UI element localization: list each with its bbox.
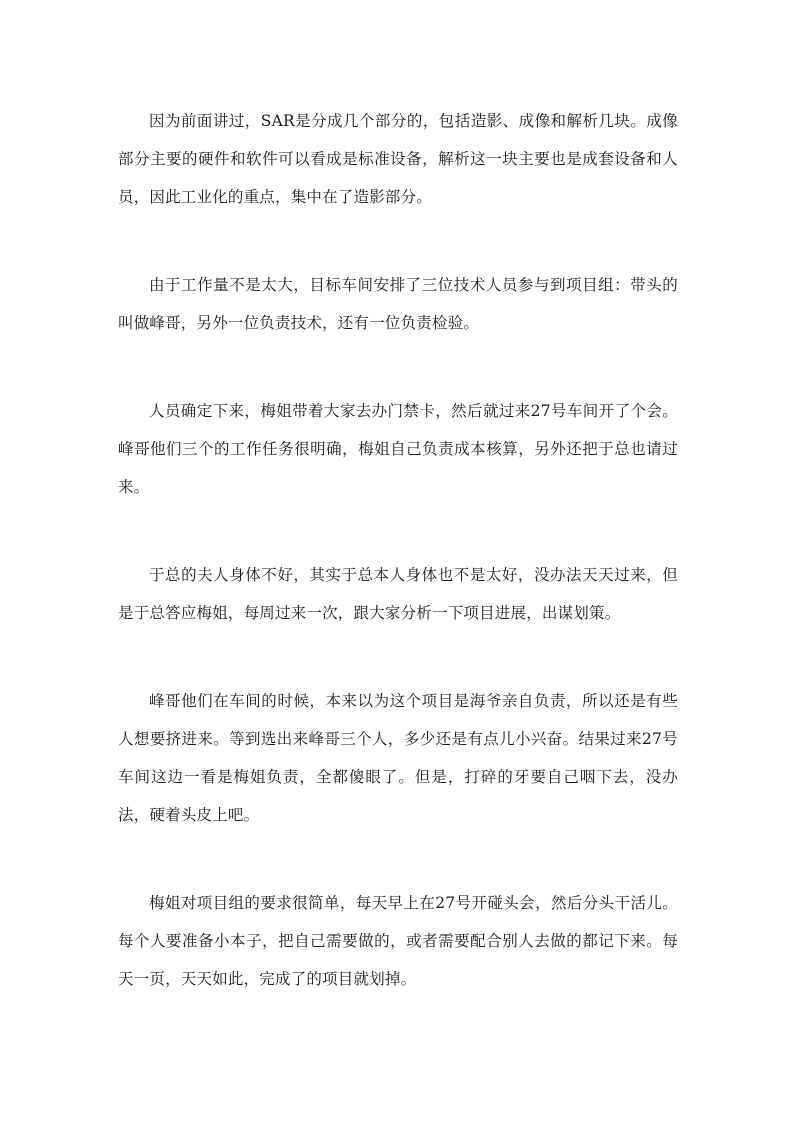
- paragraph: 人员确定下来，梅姐带着大家去办门禁卡，然后就过来27号车间开了个会。峰哥他们三个的工作任务很明确，梅姐自己负责成本核算，另外还把于总也请过来。: [118, 402, 678, 496]
- document-body: [118, 102, 678, 1048]
- paragraph: 梅姐对项目组的要求很简单，每天早上在27号开碰头会，然后分头干活儿。每个人要准备小本子，把自己需要做的，或者需要配合别人去做的都记下来。每天一页，天天如此，完成了的项目就划掉。: [118, 894, 678, 988]
- paragraph: 因为前面讲过，SAR是分成几个部分的，包括造影、成像和解析几块。成像部分主要的硬件和软件可以看成是标准设备，解析这一块主要也是成套设备和人员，因此工业化的重点，集中在了造影部分。: [118, 112, 678, 206]
- paragraph: 峰哥他们在车间的时候，本来以为这个项目是海爷亲自负责，所以还是有些人想要挤进来。等到选出来峰哥三个人，多少还是有点儿小兴奋。结果过来27号车间这边一看是梅姐负责，全都傻眼了。但是，打碎的牙要自己咽下去，没办法，硬着头皮上吧。: [118, 692, 678, 824]
- paragraph: 于总的夫人身体不好，其实于总本人身体也不是太好，没办法天天过来，但是于总答应梅姐，每周过来一次，跟大家分析一下项目进展，出谋划策。: [118, 566, 678, 622]
- paragraph: 由于工作量不是太大，目标车间安排了三位技术人员参与到项目组：带头的叫做峰哥，另外一位负责技术，还有一位负责检验。: [118, 276, 678, 332]
